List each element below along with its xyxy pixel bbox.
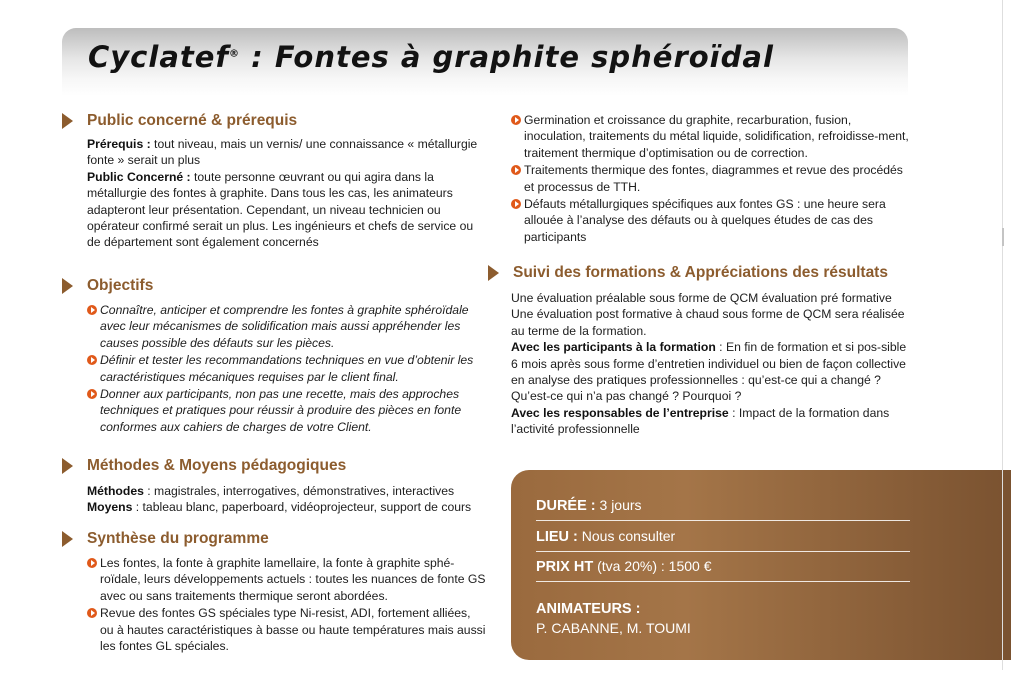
bullet-arrow-icon: [87, 355, 97, 365]
suivi-line-1: Une évaluation préalable sous forme de QCM évaluation pré formative: [511, 291, 892, 305]
list-item: Les fontes, la fonte à graphite lamellaire, la fonte à graphite sphé-roïdale, leurs développements actuels : toutes les nuances de fonte GS avec ou sans traitements thermique seront abordées.: [87, 555, 487, 604]
synthese-list: [87, 555, 487, 655]
section-title-synthese: Synthèse du programme: [87, 530, 269, 547]
public-text: [87, 136, 487, 251]
registered-mark: ®: [229, 48, 241, 60]
section-triangle-icon: [62, 278, 73, 294]
section-public: [62, 112, 297, 130]
section-suivi: [488, 264, 888, 282]
methodes-text: [87, 483, 507, 516]
bullet-arrow-icon: [87, 558, 97, 568]
participants-text: : En fin de formation et si pos-sible 6 mois après sous forme d’entretien individuel ou bien de façon collective en analyse des pratiques professionnelles : qu’est-ce qui a changé ? Qu’est-ce qui n’a pas changé ? Pourquoi ?: [511, 340, 907, 404]
responsables-label: Avec les responsables de l’entreprise: [511, 405, 729, 420]
public-label: Public Concerné :: [87, 169, 191, 184]
list-item: Donner aux participants, non pas une recette, mais des approches techniques et pratiques pour réussir à produire des pièces en fonte conformes aux cahiers de charges de votre Client.: [87, 386, 487, 435]
duree-value: 3 jours: [595, 497, 642, 513]
info-divider: [536, 581, 910, 582]
title-rest: : Fontes à graphite sphéroïdal: [240, 40, 774, 74]
animateurs-names: P. CABANNE, M. TOUMI: [536, 620, 691, 636]
scroll-tick: [1002, 228, 1004, 246]
prerequis-text: tout niveau, mais un vernis/ une connaissance « métallurgie fonte » serait un plus: [87, 137, 478, 168]
methodes-value: : magistrales, interrogatives, démonstratives, interactives: [143, 484, 455, 498]
lieu-row: [536, 528, 675, 545]
bullet-arrow-icon: [87, 305, 97, 315]
synthese-list-continued: [511, 112, 909, 246]
page-edge: [1002, 0, 1003, 670]
prix-value: (tva 20%) : 1500 €: [593, 558, 712, 574]
bullet-arrow-icon: [87, 389, 97, 399]
moyens-value: : tableau blanc, paperboard, vidéoprojecteur, support de cours: [132, 500, 472, 515]
list-item: Traitements thermique des fontes, diagrammes et revue des procédés et processus de TTH.: [511, 162, 909, 195]
animateurs-label: ANIMATEURS :: [536, 601, 641, 617]
objectifs-list: [87, 302, 487, 436]
bullet-arrow-icon: [511, 199, 521, 209]
section-triangle-icon: [62, 113, 73, 129]
info-divider: [536, 520, 910, 521]
list-item: Connaître, anticiper et comprendre les fontes à graphite sphéroïdale avec leur mécanismes de solidification mais aussi appréhender les causes possible des défauts sur les pièces.: [87, 302, 487, 351]
section-title-objectifs: Objectifs: [87, 277, 154, 294]
list-item: Définir et tester les recommandations techniques en vue d’obtenir les caractéristiques mécaniques requises par le client final.: [87, 352, 487, 385]
bullet-arrow-icon: [511, 165, 521, 175]
section-synthese: [62, 530, 269, 548]
bullet-arrow-icon: [87, 608, 97, 618]
suivi-text: [511, 290, 911, 438]
section-methodes: [62, 457, 346, 475]
prerequis-label: Prérequis :: [87, 137, 151, 151]
lieu-value: Nous consulter: [577, 528, 676, 544]
suivi-line-2: Une évaluation post formative à chaud sous forme de QCM sera réalisée au terme de la formation.: [511, 307, 905, 338]
section-title-suivi: Suivi des formations & Appréciations des résultats: [513, 264, 888, 281]
info-divider: [536, 551, 910, 552]
duree-label: DURÉE :: [536, 498, 596, 514]
prix-row: [536, 558, 712, 575]
title-brand: Cyclatef: [88, 40, 230, 74]
responsables-text: : Impact de la formation dans l’activité professionnelle: [511, 405, 890, 437]
section-title-public: Public concerné & prérequis: [87, 112, 298, 129]
participants-label: Avec les participants à la formation: [511, 340, 716, 355]
methodes-label: Méthodes: [87, 484, 144, 498]
list-item: Défauts métallurgiques spécifiques aux fontes GS : une heure sera allouée à l’analyse des défauts ou à quelques études de cas des participants: [511, 196, 909, 245]
section-title-methodes: Méthodes & Moyens pédagogiques: [87, 457, 347, 474]
prix-label: PRIX HT: [536, 559, 594, 575]
public-concerne-text: toute personne œuvrant ou qui agira dans la métallurgie des fontes à graphite. Dans tous les cas, les animateurs adapteront leur présentation. Cependant, un niveau technicien ou opérateur confirmé serait un plus. Les ingénieurs et chefs de service ou de département sont également concernés: [87, 169, 474, 250]
animateurs-row: [536, 600, 640, 617]
moyens-label: Moyens: [87, 500, 133, 515]
section-triangle-icon: [488, 265, 499, 281]
section-triangle-icon: [62, 531, 73, 547]
list-item: Germination et croissance du graphite, recarburation, fusion, inoculation, traitements du métal liquide, solidification, refroidisse-ment, traitement thermique d’optimisation ou de correction.: [511, 112, 909, 161]
page-title: [88, 40, 774, 74]
section-triangle-icon: [62, 458, 73, 474]
section-objectifs: [62, 277, 153, 295]
lieu-label: LIEU :: [536, 529, 578, 545]
duree-row: [536, 497, 642, 514]
bullet-arrow-icon: [511, 115, 521, 125]
list-item: Revue des fontes GS spéciales type Ni-resist, ADI, fortement alliées, ou à hautes caractéristiques à basse ou haute températures mais aussi les fontes GL spéciales.: [87, 605, 487, 654]
